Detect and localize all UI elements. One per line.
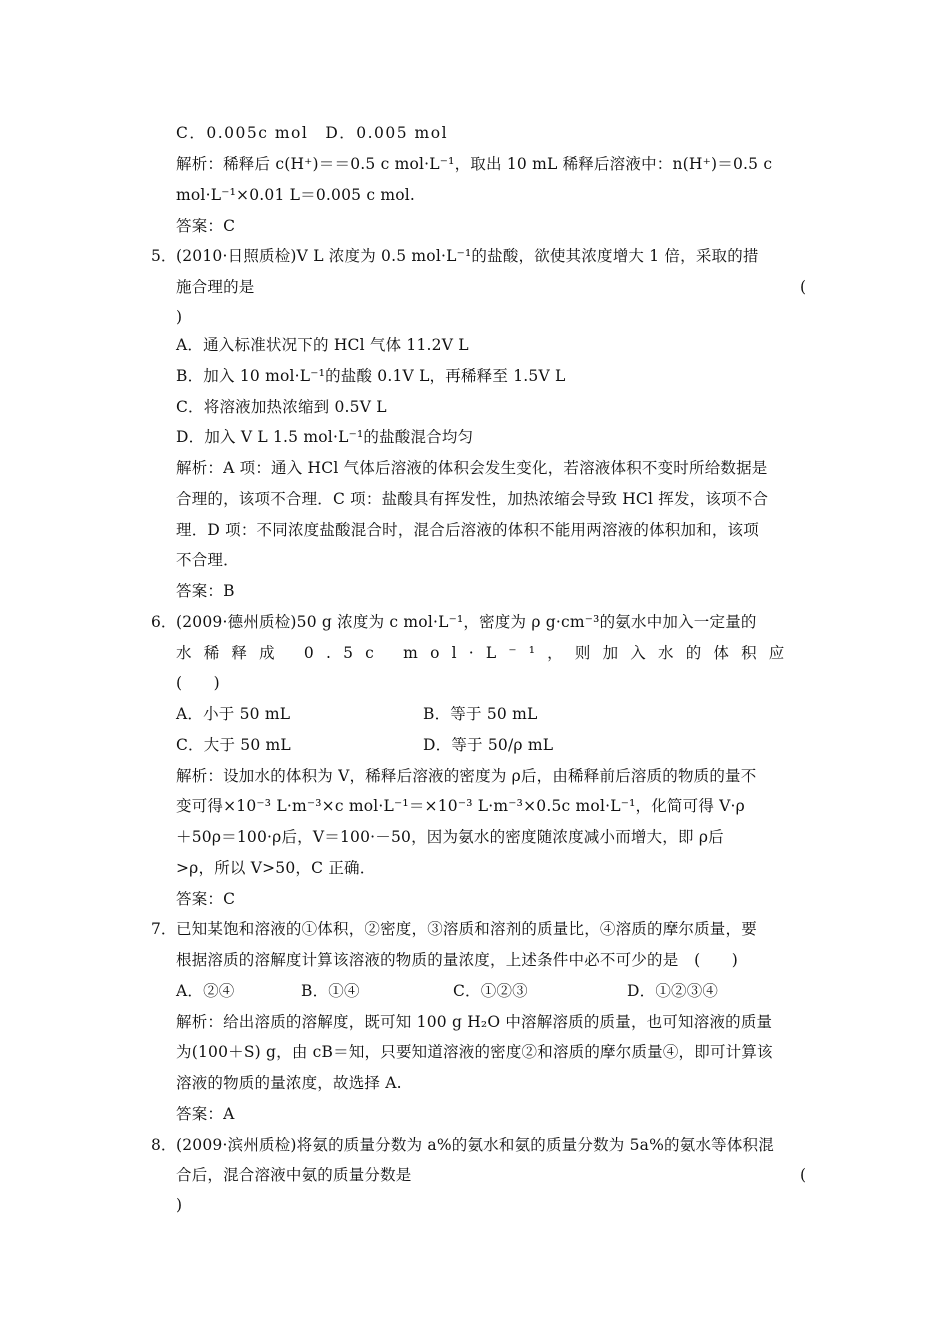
q5-analysis-line-3: 理．D 项：不同浓度盐酸混合时，混合后溶液的体积不能用两溶液的体积加和，该项 (176, 521, 759, 539)
q5-option-b: B．加入 10 mol·L⁻¹的盐酸 0.1V L，再稀释至 1.5V L (176, 367, 566, 385)
q4-answer: 答案：C (176, 217, 236, 235)
q7-number: 7． (151, 920, 177, 938)
q4-analysis-line-2: mol·L⁻¹×0.01 L＝0.005 c mol. (176, 186, 416, 204)
q7-analysis-line-1: 解析：给出溶质的溶解度，既可知 100 g H₂O 中溶解溶质的质量，也可知溶液的质量 (176, 1013, 773, 1031)
q5-paren-close: ) (176, 308, 183, 326)
q5-answer: 答案：B (176, 582, 235, 600)
q6-answer: 答案：C (176, 890, 236, 908)
q7-option-d: D．①②③④ (627, 982, 719, 1000)
q6-analysis-line-4: >ρ，所以 V>50，C 正确． (176, 859, 376, 877)
q6-option-a: A．小于 50 mL (176, 705, 291, 723)
q5-stem-line-1: (2010·日照质检)V L 浓度为 0.5 mol·L⁻¹的盐酸，欲使其浓度增大 1 倍，采取的措 (176, 247, 759, 265)
q5-analysis-line-2: 合理的，该项不合理．C 项：盐酸具有挥发性，加热浓缩会导致 HCl 挥发，该项不合 (176, 490, 769, 508)
q5-number: 5． (151, 247, 177, 265)
q5-option-d: D．加入 V L 1.5 mol·L⁻¹的盐酸混合均匀 (176, 428, 474, 446)
q6-analysis-line-1: 解析：设加水的体积为 V，稀释后溶液的密度为 ρ后，由稀释前后溶质的物质的量不 (176, 767, 757, 785)
q7-answer: 答案：A (176, 1105, 235, 1123)
q5-option-c: C．将溶液加热浓缩到 0.5V L (176, 398, 387, 416)
q7-analysis-line-2: 为(100＋S) g，由 cB＝知，只要知道溶液的密度②和溶质的摩尔质量④，即可计算该 (176, 1043, 773, 1061)
q6-stem-line-3: ( ) (176, 674, 220, 692)
q5-stem-line-2: 施合理的是 (176, 278, 255, 296)
q8-number: 8． (151, 1136, 177, 1154)
q4-options-cd: C．0.005c mol D．0.005 mol (176, 124, 449, 142)
q7-option-a: A．②④ (176, 982, 235, 1000)
q6-option-b: B．等于 50 mL (423, 705, 538, 723)
q5-analysis-line-4: 不合理． (176, 551, 239, 569)
q7-option-b: B．①④ (301, 982, 360, 1000)
q7-stem-line-1: 已知某饱和溶液的①体积，②密度，③溶质和溶剂的质量比，④溶质的摩尔质量，要 (176, 920, 757, 938)
q7-analysis-line-3: 溶液的物质的量浓度，故选择 A. (176, 1074, 402, 1092)
q6-stem-line-2: 水稀释成 0.5c mol·L⁻¹，则加入水的体积应 (176, 644, 797, 662)
q7-option-c: C．①②③ (453, 982, 528, 1000)
q5-option-a: A．通入标准状况下的 HCl 气体 11.2V L (176, 336, 469, 354)
q5-paren-open: ( (800, 278, 807, 296)
q8-stem-line-1: (2009·滨州质检)将氨的质量分数为 a%的氨水和氨的质量分数为 5a%的氨水等体积混 (176, 1136, 774, 1154)
q6-analysis-line-3: ＋50ρ＝100·ρ后，V＝100·－50，因为氨水的密度随浓度减小而增大，即 ρ后 (176, 828, 724, 846)
q6-option-d: D．等于 50/ρ mL (423, 736, 554, 754)
q8-paren-open: ( (800, 1166, 807, 1184)
q5-analysis-line-1: 解析：A 项：通入 HCl 气体后溶液的体积会发生变化，若溶液体积不变时所给数据是 (176, 459, 768, 477)
q6-option-c: C．大于 50 mL (176, 736, 291, 754)
q6-analysis-line-2: 变可得×10⁻³ L·m⁻³×c mol·L⁻¹＝×10⁻³ L·m⁻³×0.5c mol·L⁻¹，化简可得 V·ρ (176, 797, 745, 815)
q4-analysis-line-1: 解析：稀释后 c(H⁺)＝＝0.5 c mol·L⁻¹，取出 10 mL 稀释后溶液中：n(H⁺)＝0.5 c (176, 155, 773, 173)
q6-stem-line-1: (2009·德州质检)50 g 浓度为 c mol·L⁻¹，密度为 ρ g·cm⁻³的氨水中加入一定量的 (176, 613, 757, 631)
q8-paren-close: ) (176, 1196, 183, 1214)
q7-stem-line-2: 根据溶质的溶解度计算该溶液的物质的量浓度，上述条件中必不可少的是 ( ) (176, 951, 738, 969)
q8-stem-line-2: 合后，混合溶液中氨的质量分数是 (176, 1166, 412, 1184)
q6-number: 6． (151, 613, 177, 631)
